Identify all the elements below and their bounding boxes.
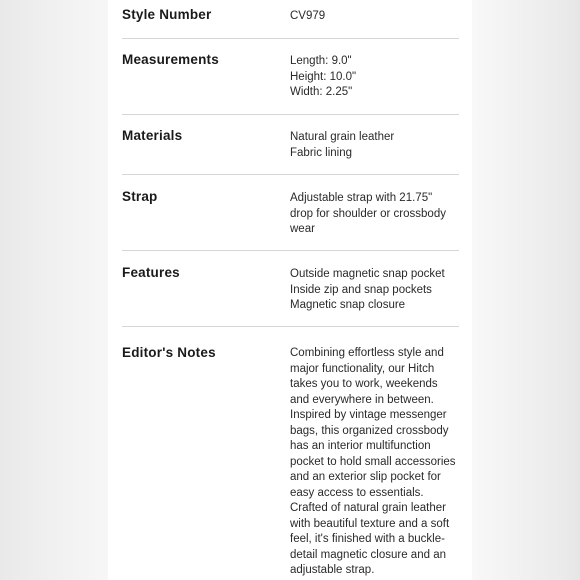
feature-line: Inside zip and snap pockets xyxy=(290,283,432,296)
notes-line: and an exterior slip pocket for xyxy=(290,471,441,483)
material-line: Fabric lining xyxy=(290,146,352,159)
spec-label-materials: Materials xyxy=(122,128,183,143)
strap-line: drop for shoulder or crossbody xyxy=(290,207,446,220)
notes-line: bags, this organized crossbody xyxy=(290,424,449,437)
divider xyxy=(122,38,459,39)
feature-line: Outside magnetic snap pocket xyxy=(290,268,445,280)
spec-value-strap xyxy=(290,191,462,238)
spec-label-strap: Strap xyxy=(122,189,158,204)
divider xyxy=(122,250,459,251)
notes-line: Combining effortless style and xyxy=(290,347,444,359)
spec-label-style-number: Style Number xyxy=(122,7,212,22)
notes-line: with beautiful texture and a soft xyxy=(290,517,450,530)
notes-line: Crafted of natural grain leather xyxy=(290,502,446,514)
spec-value-measurements xyxy=(290,54,462,101)
spec-value-editors-notes xyxy=(290,346,462,579)
notes-line: major functionality, our Hitch xyxy=(290,362,435,375)
measurement-height: Height: 10.0" xyxy=(290,70,357,83)
measurement-width: Width: 2.25" xyxy=(290,86,353,98)
divider xyxy=(122,174,459,175)
material-line: Natural grain leather xyxy=(290,131,395,143)
feature-line: Magnetic snap closure xyxy=(290,299,406,311)
notes-line: has an interior multifunction xyxy=(290,440,431,452)
strap-line: Adjustable strap with 21.75" xyxy=(290,192,433,204)
spec-value-features xyxy=(290,267,462,314)
spec-label-measurements: Measurements xyxy=(122,52,219,67)
spec-value-style-number xyxy=(290,9,462,25)
notes-line: adjustable strap. xyxy=(290,564,375,576)
notes-line: detail magnetic closure and an xyxy=(290,548,446,561)
notes-line: feel, it's finished with a buckle- xyxy=(290,533,445,545)
spec-label-features: Features xyxy=(122,265,180,280)
notes-line: easy access to essentials. xyxy=(290,486,424,499)
style-number-value: CV979 xyxy=(290,10,326,22)
notes-line: Inspired by vintage messenger xyxy=(290,409,447,421)
spec-value-materials xyxy=(290,130,462,161)
measurement-length: Length: 9.0" xyxy=(290,55,352,67)
notes-line: pocket to hold small accessories xyxy=(290,455,456,468)
strap-line: wear xyxy=(290,223,315,235)
divider xyxy=(122,326,459,327)
notes-line: and everywhere in between. xyxy=(290,393,434,406)
divider xyxy=(122,114,459,115)
spec-label-editors-notes: Editor's Notes xyxy=(122,345,216,360)
notes-line: takes you to work, weekends xyxy=(290,378,438,390)
